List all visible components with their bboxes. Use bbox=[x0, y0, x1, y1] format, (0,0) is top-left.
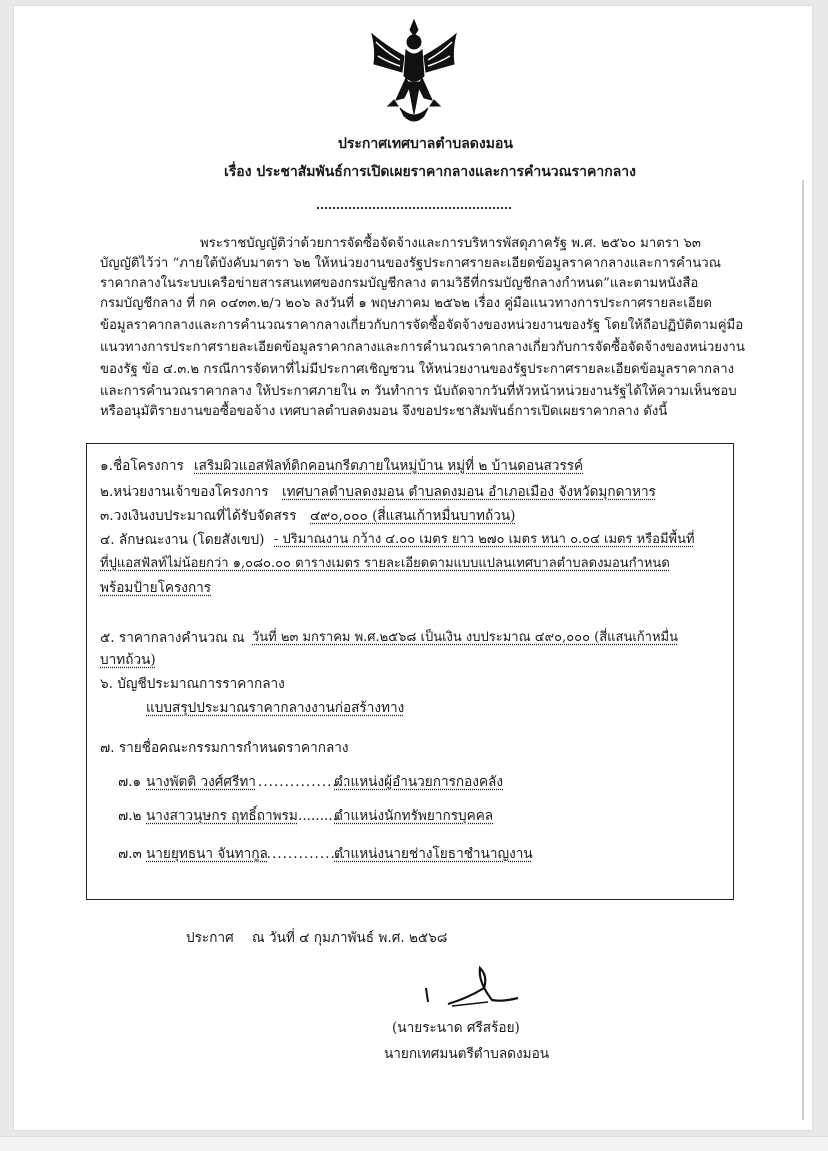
dotted-separator bbox=[316, 206, 512, 210]
garuda-emblem-icon bbox=[366, 16, 462, 128]
committee-no-1: ๗.๑ bbox=[118, 774, 142, 790]
project-name-value: เสริมผิวแอสฟัลท์ติกคอนกรีตภายในหมู่บ้าน หมู่ที่ ๒ บ้านดอนสวรรค์ bbox=[194, 458, 584, 474]
calculated-price-label: ๕. ราคากลางคำนวณ ณ bbox=[100, 630, 245, 646]
committee-position-2: ตำแหน่งนักทรัพยากรบุคคล bbox=[334, 808, 494, 824]
committee-leader-3: ................. bbox=[256, 846, 347, 862]
body-line-5: ข้อมูลราคากลางและการคำนวณราคากลางเกี่ยวกับการจัดซื้อจัดจ้างของหน่วยงานของรัฐ โดยให้ถือปฏิบัติตามคู่มือ bbox=[100, 318, 744, 333]
owner-agency-label: ๒.หน่วยงานเจ้าของโครงการ bbox=[100, 484, 269, 500]
committee-leader-1: ................. bbox=[258, 774, 349, 790]
project-name-label: ๑.ชื่อโครงการ bbox=[100, 458, 184, 474]
announce-label: ประกาศ bbox=[186, 930, 234, 946]
work-description-line-3: พร้อมป้ายโครงการ bbox=[100, 580, 212, 596]
calculated-price-value: วันที่ ๒๓ มกราคม พ.ศ.๒๕๖๘ เป็นเงิน งบประมาณ ๔๙๐,๐๐๐ (สี่แสนเก้าหมื่น bbox=[252, 630, 678, 645]
budget-label: ๓.วงเงินงบประมาณที่ได้รับจัดสรร bbox=[100, 508, 297, 524]
signer-position: นายกเทศมนตรีตำบลดงมอน bbox=[384, 1046, 550, 1062]
committee-label: ๗. รายชื่อคณะกรรมการกำหนดราคากลาง bbox=[100, 740, 349, 756]
body-line-6: แนวทางการประกาศรายละเอียดข้อมูลราคากลางและการคำนวณราคากลางเกี่ยวกับการจัดซื้อจัดจ้างของหน่วยงาน bbox=[100, 340, 745, 355]
body-line-3: ราคากลางในระบบเครือข่ายสารสนเทศของกรมบัญชีกลาง ตามวิธีที่กรมบัญชีกลางกำหนด”และตามหนังสือ bbox=[100, 276, 699, 291]
body-line-8: และการคำนวณราคากลาง ให้ประกาศภายใน ๓ วันทำการ นับถัดจากวันที่หัวหน้าหน่วยงานรัฐได้ให้ความเห็นชอบ bbox=[100, 384, 737, 399]
owner-agency-value: เทศบาลตำบลดงมอน ตำบลดงมอน อำเภอเมือง จังหวัดมุกดาหาร bbox=[282, 484, 656, 500]
work-description-line-2: ที่ปูแอสฟัลท์ไม่น้อยกว่า ๑,๐๘๐.๐๐ ตารางเมตร รายละเอียดตามแบบแปลนเทศบาลตำบลดงมอนกำหนด bbox=[100, 556, 670, 571]
body-line-4: กรมบัญชีกลาง ที่ กค ๐๔๓๓.๒/ว ๒๐๖ ลงวันที่ ๑ พฤษภาคม ๒๕๖๒ เรื่อง คู่มือแนวทางการประกาศรายละเอียด bbox=[100, 296, 712, 311]
work-description-line-1: - ปริมาณงาน กว้าง ๔.๐๐ เมตร ยาว ๒๗๐ เมตร หนา ๐.๐๔ เมตร หรือมีพื้นที่ bbox=[274, 532, 695, 547]
committee-no-2: ๗.๒ bbox=[118, 808, 142, 824]
signer-name: (นายระนาด ศรีสร้อย) bbox=[392, 1020, 520, 1036]
body-line-2: บัญญัติไว้ว่า “ภายใต้บังคับมาตรา ๖๒ ให้หน่วยงานของรัฐประกาศรายละเอียดข้อมูลราคากลางและการคำนวณ bbox=[100, 256, 721, 271]
estimate-value: แบบสรุปประมาณราคากลางงานก่อสร้างทาง bbox=[146, 700, 405, 716]
handwritten-signature bbox=[418, 958, 528, 1012]
committee-position-3: ตำแหน่งนายช่างโยธาชำนาญงาน bbox=[334, 846, 533, 862]
committee-no-3: ๗.๓ bbox=[118, 846, 142, 862]
body-line-9: หรืออนุมัติรายงานขอซื้อขอจ้าง เทศบาลตำบลดงมอน จึงขอประชาสัมพันธ์การเปิดเผยราคากลาง ดังนี้ bbox=[100, 404, 668, 419]
org-title: ประกาศเทศบาลตำบลดงมอน bbox=[338, 136, 513, 152]
work-description-label: ๔. ลักษณะงาน (โดยสังเขป) bbox=[100, 532, 265, 548]
committee-name-3: นายยุทธนา จันทากูล bbox=[146, 846, 268, 862]
subject-title: เรื่อง ประชาสัมพันธ์การเปิดเผยราคากลางและการคำนวณราคากลาง bbox=[224, 164, 636, 180]
body-line-1: พระราชบัญญัติว่าด้วยการจัดซื้อจัดจ้างและการบริหารพัสดุภาครัฐ พ.ศ. ๒๕๖๐ มาตรา ๖๓ bbox=[200, 236, 701, 251]
committee-name-2: นางสาวนุษกร ฤทธิ์ถาพรม bbox=[146, 808, 298, 824]
next-page-strip bbox=[0, 1136, 828, 1151]
body-line-7: ของรัฐ ข้อ ๔.๓.๒ กรณีการจัดหาที่ไม่มีประกาศเชิญชวน ให้หน่วยงานของรัฐประกาศรายละเอียดข้อมูลราคากลาง bbox=[100, 362, 735, 377]
announce-date: ณ วันที่ ๔ กุมภาพันธ์ พ.ศ. ๒๕๖๘ bbox=[252, 930, 448, 946]
committee-leader-2: .......... bbox=[298, 808, 342, 824]
committee-name-1: นางพัตติ วงศ์ศรีทา bbox=[146, 774, 256, 790]
calculated-price-value-2: บาทถ้วน) bbox=[100, 652, 156, 668]
committee-position-1: ตำแหน่งผู้อำนวยการกองคลัง bbox=[334, 774, 504, 790]
page-edge-shadow bbox=[802, 180, 804, 1120]
estimate-label: ๖. บัญชีประมาณการราคากลาง bbox=[100, 676, 285, 692]
budget-value: ๔๙๐,๐๐๐ (สี่แสนเก้าหมื่นบาทถ้วน) bbox=[310, 508, 516, 524]
